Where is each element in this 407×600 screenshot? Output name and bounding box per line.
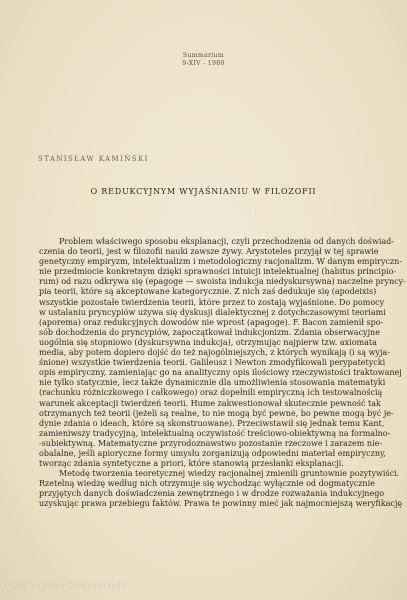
author-name: STANISŁAW KAMIŃSKI (38, 155, 149, 163)
body-line: genetyczny empiryzm, intelektualizm i metodologiczny racjonalizm. W danym empiryczn- (39, 257, 403, 267)
body-line: przyjętych danych doświadczenia zewnętrznego i w drodze rozważania indukcyjnego (39, 489, 385, 499)
body-line: -subiektywną. Matematyczne przyrodoznawstwo pozostanie rzeczowe i zarazem nie- (39, 438, 383, 448)
small-mark: · (255, 208, 257, 214)
body-line: wszystkie pozostałe twierdzenia teorii, które przez to zostają wyjaśnione. Do pomocy (39, 297, 385, 307)
body-line: w ustalaniu pryncypiów używa się dyskusji dialektycznej z dotychczasowymi teoriami (39, 307, 386, 317)
body-line: obalalne, jeśli apioryczne formy umysłu zorganizują odpowiedni materiał empiryczny, (39, 448, 386, 458)
body-line: nie tylko statycznie, lecz także dynamicznie dla umożliwienia stosowania matematyki (39, 378, 386, 388)
article-title: O REDUKCYJNYM WYJAŚNIANIU W FILOZOFII (90, 187, 317, 196)
body-line: nie przedmiocie konkretnym dzięki sprawności intuicji intelektualnej (habitus principio- (39, 267, 397, 277)
body-line: otrzymanych też teorii (jeżeli są realne, to nie mogą być pewne, bo pewne mogą być je- (39, 408, 394, 418)
body-line: śnione) wszystkie twierdzenia teorii. Galileusz i Newton zmodyfikowali perypatetycki (39, 358, 386, 368)
body-line: sób dochodzenia do pryncypiów, zapoczątkował indukcjonizm. Zdania obserwacyjne (39, 327, 380, 337)
body-line: warunek akceptacji twierdzeń teorii. Hume zakwestionował skutecznie pewność tak (39, 398, 381, 408)
body-line: czenia do teorii, jest w filozofii nauki zawsze żywy. Arystoteles przyjął w tej sprawie (39, 247, 379, 257)
body-line: zamieniwszy tradycyjną, intelektualną oczywistość treściowo-obiektywną na formalno- (39, 428, 391, 438)
body-line: dynie zdania o ideach, które są skonstruowane). Przeciwstawił się jednak temu Kant, (39, 418, 385, 428)
body-line: tworząc zdania syntetyczne a priori, które stanowią przesłanki eksplanacji. (39, 459, 344, 469)
watermark-text: Pielgrzamosa Kelgrantnub (6, 581, 125, 590)
body-line: (aporema) oraz redukcyjnych dowodów nie wprost (apagoge). F. Bacon zamienił spo- (39, 317, 384, 327)
volume-line: 9-XIV - 1980 (182, 60, 225, 67)
body-line: Rzetelną wiedzę według nich otrzymuje się wychodząc wyłącznie od dogmatycznie (39, 479, 375, 489)
body-line: pia teorii, które są akceptowane kategorycznie. Z nich zaś dedukuje się (apodeixis) (39, 287, 377, 297)
body-line: opis empiryczny, zamieniając go na analityczny opis ilościowy rzeczywistości traktowanej (39, 368, 402, 378)
journal-name: Summarium (182, 52, 225, 59)
article-body (39, 237, 406, 510)
body-line: uogólnia się stopniowo (dyskursywna indukcja), otrzymując najpierw tzw. axiomata (39, 337, 377, 347)
body-line: Problem właściwego sposobu eksplanacji, czyli przechodzenia od danych doświad- (59, 237, 395, 246)
body-line: media, aby potem dopiero dojść do też najogólniejszych, z których wynikają (i są wyja- (39, 348, 390, 358)
body-line: Metodę tworzenia teoretycznej wiedzy racjonalnej zmienili gruntownie pozytywiści. (59, 469, 400, 479)
body-line: uzyskując prawa przebiegu faktów. Prawa te powinny mieć jak najmocniejszą weryfikację (39, 499, 403, 509)
journal-header (0, 52, 407, 68)
body-line: (rachunku różniczkowego i całkowego) oraz dopełnili empiryczną ich testowalnością (39, 388, 383, 398)
body-line: rum) od razu odkrywa się (epagoge — swoista indukcja niedyskursywna) naczelne pryncy- (39, 277, 406, 287)
